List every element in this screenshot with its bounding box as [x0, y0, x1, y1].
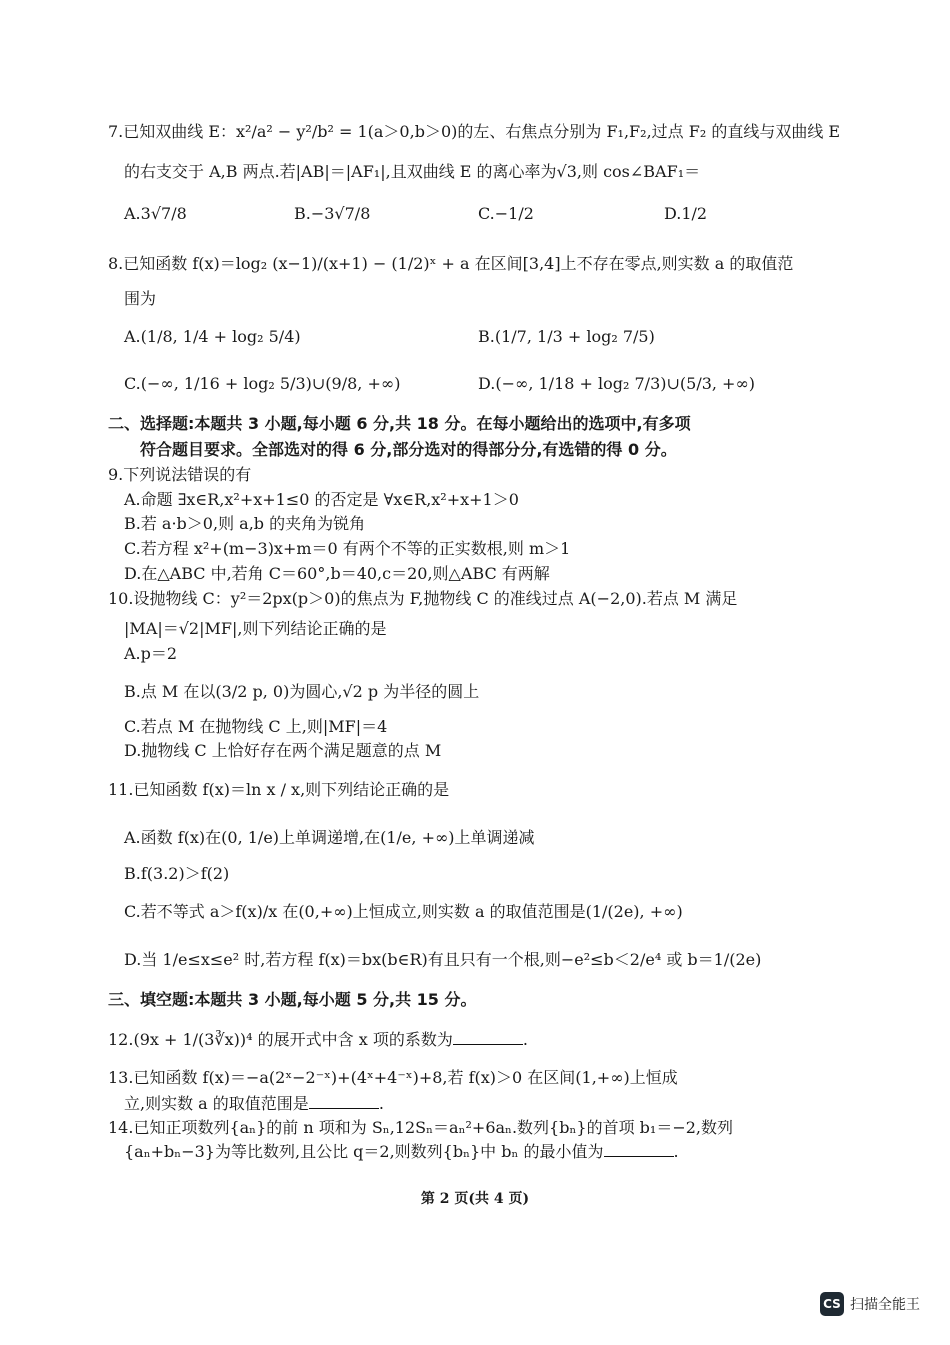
- scanner-watermark: [820, 1292, 920, 1316]
- q13-end: .: [378, 1094, 384, 1113]
- q7-option-b: B.−3√7/8: [294, 204, 371, 223]
- camscanner-logo-icon: CS: [820, 1292, 844, 1316]
- q10-option-a: A.p＝2: [124, 644, 178, 663]
- q13-line1: 13.已知函数 f(x)＝−a(2ˣ−2⁻ˣ)+(4ˣ+4⁻ˣ)+8,若 f(x)＞0 在区间(1,+∞)上恒成: [108, 1068, 678, 1087]
- q10-option-c: C.若点 M 在抛物线 C 上,则|MF|＝4: [124, 717, 388, 736]
- q9-stem: 9.下列说法错误的有: [108, 465, 252, 484]
- q14-end: .: [673, 1142, 679, 1161]
- q11-option-a: A.函数 f(x)在(0, 1/e)上单调递增,在(1/e, +∞)上单调递减: [124, 828, 535, 847]
- q13-text: 立,则实数 a 的取值范围是: [124, 1094, 309, 1113]
- page-number: 第 2 页(共 4 页): [420, 1191, 530, 1207]
- q8-option-b: B.(1/7, 1/3 + log₂ 7/5): [478, 327, 655, 346]
- q12-line: [108, 1030, 528, 1050]
- watermark-text: 扫描全能王: [850, 1297, 920, 1313]
- q12-text: 12.(9x + 1/(3∛x))⁴ 的展开式中含 x 项的系数为: [108, 1030, 453, 1049]
- q10-line2: |MA|＝√2|MF|,则下列结论正确的是: [124, 619, 387, 638]
- q14-line2: [124, 1142, 679, 1162]
- q12-answer-blank[interactable]: [453, 1030, 523, 1045]
- q11-option-c: C.若不等式 a＞f(x)/x 在(0,+∞)上恒成立,则实数 a 的取值范围是(1/(2e), +∞): [124, 902, 683, 921]
- q14-text: {aₙ+bₙ−3}为等比数列,且公比 q＝2,则数列{bₙ}中 bₙ 的最小值为: [124, 1142, 604, 1161]
- q14-answer-blank[interactable]: [604, 1142, 674, 1157]
- q11-stem: 11.已知函数 f(x)＝ln x / x,则下列结论正确的是: [108, 780, 450, 799]
- q7-line1: 7.已知双曲线 E：x²/a² − y²/b² = 1(a＞0,b＞0)的左、右焦点分别为 F₁,F₂,过点 F₂ 的直线与双曲线 E: [108, 122, 841, 141]
- q9-option-d: D.在△ABC 中,若角 C＝60°,b＝40,c＝20,则△ABC 有两解: [124, 564, 550, 583]
- q13-answer-blank[interactable]: [309, 1094, 379, 1109]
- q8-option-c: C.(−∞, 1/16 + log₂ 5/3)∪(9/8, +∞): [124, 374, 401, 393]
- q9-option-c: C.若方程 x²+(m−3)x+m＝0 有两个不等的正实数根,则 m＞1: [124, 539, 571, 558]
- q13-line2: [124, 1094, 384, 1114]
- q7-option-c: C.−1/2: [478, 204, 534, 223]
- section2-heading-cont: 符合题目要求。全部选对的得 6 分,部分选对的得部分分,有选错的得 0 分。: [140, 440, 677, 459]
- q10-line1: 10.设抛物线 C：y²＝2px(p＞0)的焦点为 F,抛物线 C 的准线过点 A(−2,0).若点 M 满足: [108, 589, 738, 608]
- q11-option-b: B.f(3.2)＞f(2): [124, 864, 230, 883]
- q8-option-d: D.(−∞, 1/18 + log₂ 7/3)∪(5/3, +∞): [478, 374, 756, 393]
- q7-line2: 的右支交于 A,B 两点.若|AB|＝|AF₁|,且双曲线 E 的离心率为√3,则 cos∠BAF₁＝: [124, 162, 701, 181]
- q9-option-a: A.命题 ∃x∈R,x²+x+1≤0 的否定是 ∀x∈R,x²+x+1＞0: [124, 490, 519, 509]
- q14-line1: 14.已知正项数列{aₙ}的前 n 项和为 Sₙ,12Sₙ＝aₙ²+6aₙ.数列{bₙ}的首项 b₁＝−2,数列: [108, 1118, 733, 1137]
- q10-option-b: B.点 M 在以(3/2 p, 0)为圆心,√2 p 为半径的圆上: [124, 682, 480, 701]
- q9-option-b: B.若 a·b＞0,则 a,b 的夹角为锐角: [124, 514, 366, 533]
- q12-end: .: [522, 1030, 528, 1049]
- q7-option-a: A.3√7/8: [124, 204, 187, 223]
- q8-line2: 围为: [124, 289, 157, 308]
- q8-option-a: A.(1/8, 1/4 + log₂ 5/4): [124, 327, 301, 346]
- q10-option-d: D.抛物线 C 上恰好存在两个满足题意的点 M: [124, 741, 442, 760]
- q8-line1: 8.已知函数 f(x)＝log₂ (x−1)/(x+1) − (1/2)ˣ + a 在区间[3,4]上不存在零点,则实数 a 的取值范: [108, 254, 794, 273]
- section2-heading: 二、选择题:本题共 3 小题,每小题 6 分,共 18 分。在每小题给出的选项中,有多项: [108, 414, 691, 433]
- q11-option-d: D.当 1/e≤x≤e² 时,若方程 f(x)＝bx(b∈R)有且只有一个根,则−e²≤b＜2/e⁴ 或 b＝1/(2e): [124, 950, 762, 969]
- q7-option-d: D.1/2: [664, 204, 708, 223]
- section3-heading: 三、填空题:本题共 3 小题,每小题 5 分,共 15 分。: [108, 990, 477, 1009]
